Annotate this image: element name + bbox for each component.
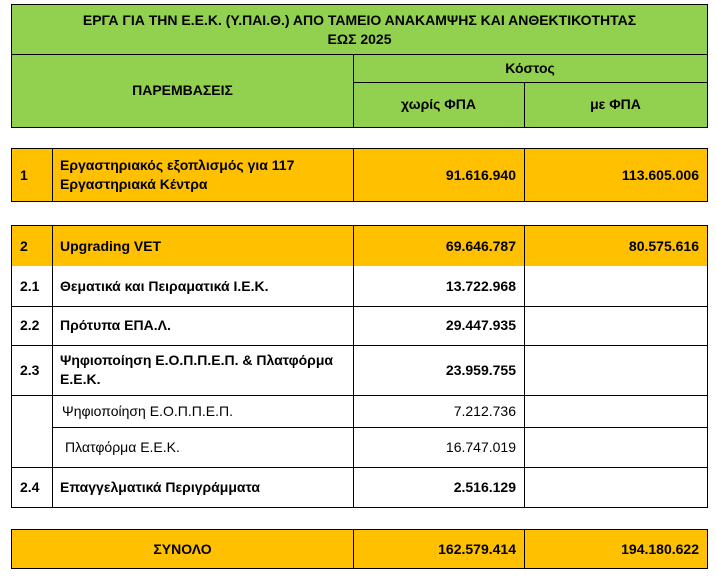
row-without-vat: 2.516.129 xyxy=(453,479,516,495)
row-label: Εργαστηριακός εξοπλισμός για 117 Εργαστηριακά Κέντρα xyxy=(60,157,295,192)
row-with-vat: 113.605.006 xyxy=(621,166,699,183)
table-title: ΕΡΓΑ ΓΙΑ ΤΗΝ Ε.Ε.Κ. (Υ.ΠΑΙ.Θ.) ΑΠΟ ΤΑΜΕΙΟ ΑΝΑΚΑΜΨΗΣ ΚΑΙ ΑΝΘΕΚΤΙΚΟΤΗΤΑΣ ΕΩΣ 2025 xyxy=(82,12,637,47)
total-with-vat: 194.180.622 xyxy=(621,540,699,557)
row-code: 2.3 xyxy=(20,361,40,378)
cost-header: Κόστος xyxy=(505,59,555,76)
total-without-vat: 162.579.414 xyxy=(438,540,516,557)
section-1-row xyxy=(11,148,708,202)
total-label: ΣΥΝΟΛΟ xyxy=(153,540,212,557)
with-vat-header: με ΦΠΑ xyxy=(590,96,641,112)
row-label: Επαγγελματικά Περιγράμματα xyxy=(60,479,260,495)
row-code: 2.1 xyxy=(20,277,40,294)
total-row xyxy=(11,529,708,569)
section-2-row xyxy=(11,225,708,267)
row-code: 2 xyxy=(20,237,28,254)
table-row xyxy=(12,395,707,427)
row-without-vat: 91.616.940 xyxy=(445,166,516,183)
row-without-vat: 7.212.736 xyxy=(453,402,516,419)
row-code: 2.4 xyxy=(20,479,40,495)
interventions-header: ΠΑΡΕΜΒΑΣΕΙΣ xyxy=(132,82,233,98)
row-label: Ψηφιοποίηση Ε.Ο.Π.Π.Ε.Π. & Πλατφόρμα Ε.Ε.Κ. xyxy=(60,352,333,387)
table-row xyxy=(12,306,707,345)
row-label: Upgrading VET xyxy=(60,237,162,254)
row-without-vat: 29.447.935 xyxy=(445,317,516,333)
table-row xyxy=(12,345,707,395)
row-code: 2.2 xyxy=(20,317,40,333)
row-label: Θεματικά και Πειραματικά Ι.Ε.Κ. xyxy=(60,277,269,294)
section-2-subtable xyxy=(11,266,708,508)
table-header xyxy=(11,4,708,128)
row-without-vat: 16.747.019 xyxy=(445,438,516,455)
without-vat-header: χωρίς ΦΠΑ xyxy=(400,96,477,112)
row-without-vat: 13.722.968 xyxy=(445,277,516,294)
row-label: Πλατφόρμα Ε.Ε.Κ. xyxy=(65,438,180,455)
row-code: 1 xyxy=(20,166,28,183)
row-without-vat: 69.646.787 xyxy=(445,237,516,254)
table-row xyxy=(12,467,707,508)
row-label: Πρότυπα ΕΠΑ.Λ. xyxy=(60,317,171,333)
row-with-vat: 80.575.616 xyxy=(628,237,699,254)
row-label: Ψηφιοποίηση Ε.Ο.Π.Π.Ε.Π. xyxy=(62,402,233,419)
table-row xyxy=(12,266,707,306)
row-without-vat: 23.959.755 xyxy=(445,361,516,378)
table-row xyxy=(12,427,707,467)
